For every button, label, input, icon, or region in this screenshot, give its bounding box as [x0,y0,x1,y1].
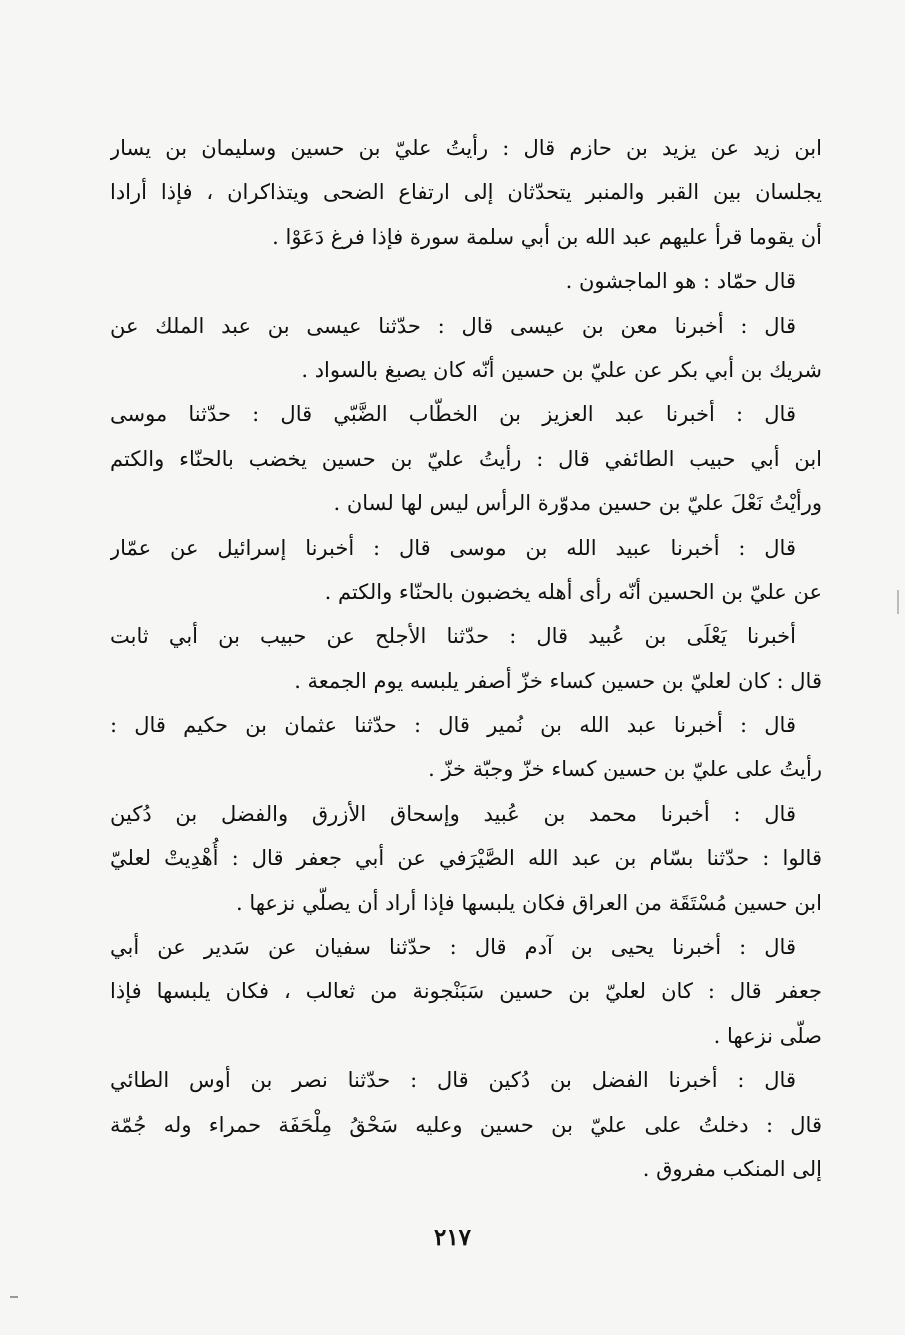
scan-edge-mark [897,590,899,614]
body-text [110,126,822,1191]
text-line: جعفر قال : كان لعليّ بن حسين سَبَنْجونة من ثعالب ، فكان يلبسها فإذا [110,979,822,1004]
text-line: قالوا : حدّثنا بسّام بن عبد الله الصَّيْرَفي عن أبي جعفر قال : أُهْدِيتْ لعليّ [110,846,822,871]
text-line: قال : أخبرنا عبيد الله بن موسى قال : أخبرنا إسرائيل عن عمّار [110,535,796,560]
text-line: رأيتُ على عليّ بن حسين كساء خزّ وجبّة خزّ . [428,757,822,782]
text-line: قال حمّاد : هو الماجشون . [565,269,796,294]
text-line: قال : كان لعليّ بن حسين كساء خزّ أصفر يلبسه يوم الجمعة . [294,668,822,693]
text-line: شريك بن أبي بكر عن عليّ بن حسين أنّه كان يصبغ بالسواد . [301,357,822,382]
text-line: قال : أخبرنا عبد العزيز بن الخطّاب الضَّبّي قال : حدّثنا موسى [110,402,796,427]
page-number: ٢١٧ [433,1224,472,1251]
text-line: يجلسان بين القبر والمنبر يتحدّثان إلى ارتفاع الضحى ويتذاكران ، فإذا أرادا [110,180,822,205]
text-line: قال : أخبرنا معن بن عيسى قال : حدّثنا عيسى بن عبد الملك عن [110,313,796,338]
text-line: قال : أخبرنا يحيى بن آدم قال : حدّثنا سفيان عن سَدير عن أبي [110,935,796,960]
text-line: قال : دخلتُ على عليّ بن حسين وعليه سَحْقُ مِلْحَفَة حمراء وله جُمّة [110,1112,822,1137]
text-line: ورأيْتُ نَعْلَ عليّ بن حسين مدوّرة الرأس ليس لها لسان . [333,491,822,516]
text-line: ابن حسين مُسْتَقَة من العراق فكان يلبسها فإذا أراد أن يصلّي نزعها . [236,890,822,915]
text-line: صلّى نزعها . [713,1023,822,1048]
text-line: أن يقوما قرأ عليهم عبد الله بن أبي سلمة سورة فإذا فرغ دَعَوْا . [272,224,822,249]
text-line: قال : أخبرنا محمد بن عُبيد وإسحاق الأزرق والفضل بن دُكين [110,801,796,826]
text-line: ابن أبي حبيب الطائفي قال : رأيتُ عليّ بن حسين يخضب بالحنّاء والكتم [110,446,822,471]
text-line: قال : أخبرنا الفضل بن دُكين قال : حدّثنا نصر بن أوس الطائي [110,1068,796,1093]
text-line: قال : أخبرنا عبد الله بن نُمير قال : حدّثنا عثمان بن حكيم قال : [110,713,796,738]
text-line: عن عليّ بن الحسين أنّه رأى أهله يخضبون بالحنّاء والكتم . [324,579,822,604]
scan-corner-mark [10,1296,18,1298]
text-line: إلى المنكب مفروق . [642,1156,822,1181]
text-line: ابن زيد عن يزيد بن حازم قال : رأيتُ عليّ بن حسين وسليمان بن يسار [110,136,822,160]
text-line: أخبرنا يَعْلَى بن عُبيد قال : حدّثنا الأجلح عن حبيب بن أبي ثابت [110,624,796,649]
